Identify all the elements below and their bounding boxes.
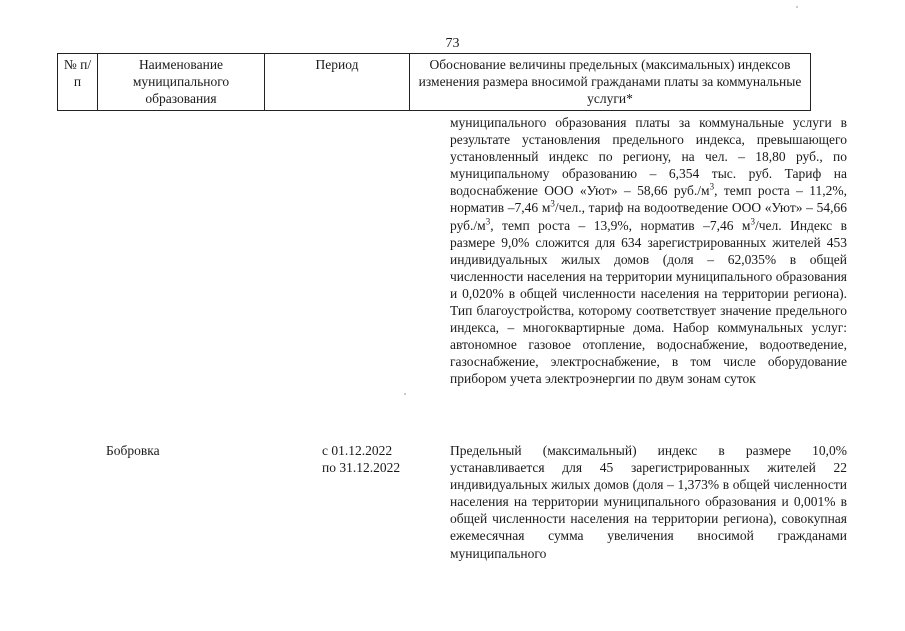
page-number: 73 — [445, 36, 460, 51]
header-period: Период — [265, 54, 410, 111]
continuation-part-2: , темп роста – 11,2%, норматив –7,46 м — [450, 183, 847, 216]
table-header — [57, 53, 811, 111]
row-municipality: Бобровка — [106, 443, 160, 458]
superscript-3: 3 — [750, 216, 755, 227]
scan-speck — [404, 393, 406, 395]
continuation-part-5: /чел. Индекс в размере 9,0% сложится для 634 зарегистрированных жителей 453 индивидуальных жилых домов (доля – 62,035% в общей численности населения на территории муниципального образования и 0,020% в общей численности населения на территории региона). Тип благоустройства, которому соответствует значение предельного индекса, – многоквартирные дома. Набор коммунальных услуг: автономное газовое отопление, водоснабжение, водоотведение, газоснабжение, электроснабжение, в том числе оборудование прибором учета электроэнергии по двум зонам суток — [450, 217, 847, 387]
table-header-row — [58, 54, 811, 111]
superscript-3: 3 — [550, 198, 555, 209]
row-period — [322, 442, 412, 476]
row-justification: Предельный (максимальный) индекс в размере 10,0% устанавливается для 45 зарегистрированных жителей 22 индивидуальных жилых домов (доля – 1,373% в общей численности населения на территории муниципального образования и 0,001% в общей численности населения на территории региона), совокупная ежемесячная сумма увеличения вносимой гражданами муниципального — [450, 443, 847, 561]
header-justification: Обоснование величины предельных (максимальных) индексов изменения размера вносимой гражданами платы за коммунальные услуги* — [410, 54, 811, 111]
superscript-3: 3 — [485, 216, 491, 227]
header-num: № п/п — [58, 54, 98, 111]
continuation-part-1: муниципального образования платы за коммунальные услуги в результате установления предельного индекса, превышающего установленный индекс по региону, на чел. – 18,80 руб., по муниципальному образованию – 6,354 тыс. руб. Тариф на водоснабжение ООО «Уют» – 58,66 руб./м — [450, 115, 847, 199]
continuation-part-4: , темп роста – 13,9%, норматив –7,46 м — [490, 217, 751, 233]
scan-speck — [796, 6, 798, 8]
justification-continuation — [450, 114, 847, 388]
header-municipality: Наименование муниципального образования — [98, 54, 265, 111]
period-from: с 01.12.2022 — [322, 443, 393, 458]
continuation-part-3: /чел., тариф на водоотведение ООО «Уют» – 54,66 руб./м — [450, 200, 847, 233]
superscript-3: 3 — [709, 181, 715, 192]
period-to: по 31.12.2022 — [322, 460, 401, 476]
